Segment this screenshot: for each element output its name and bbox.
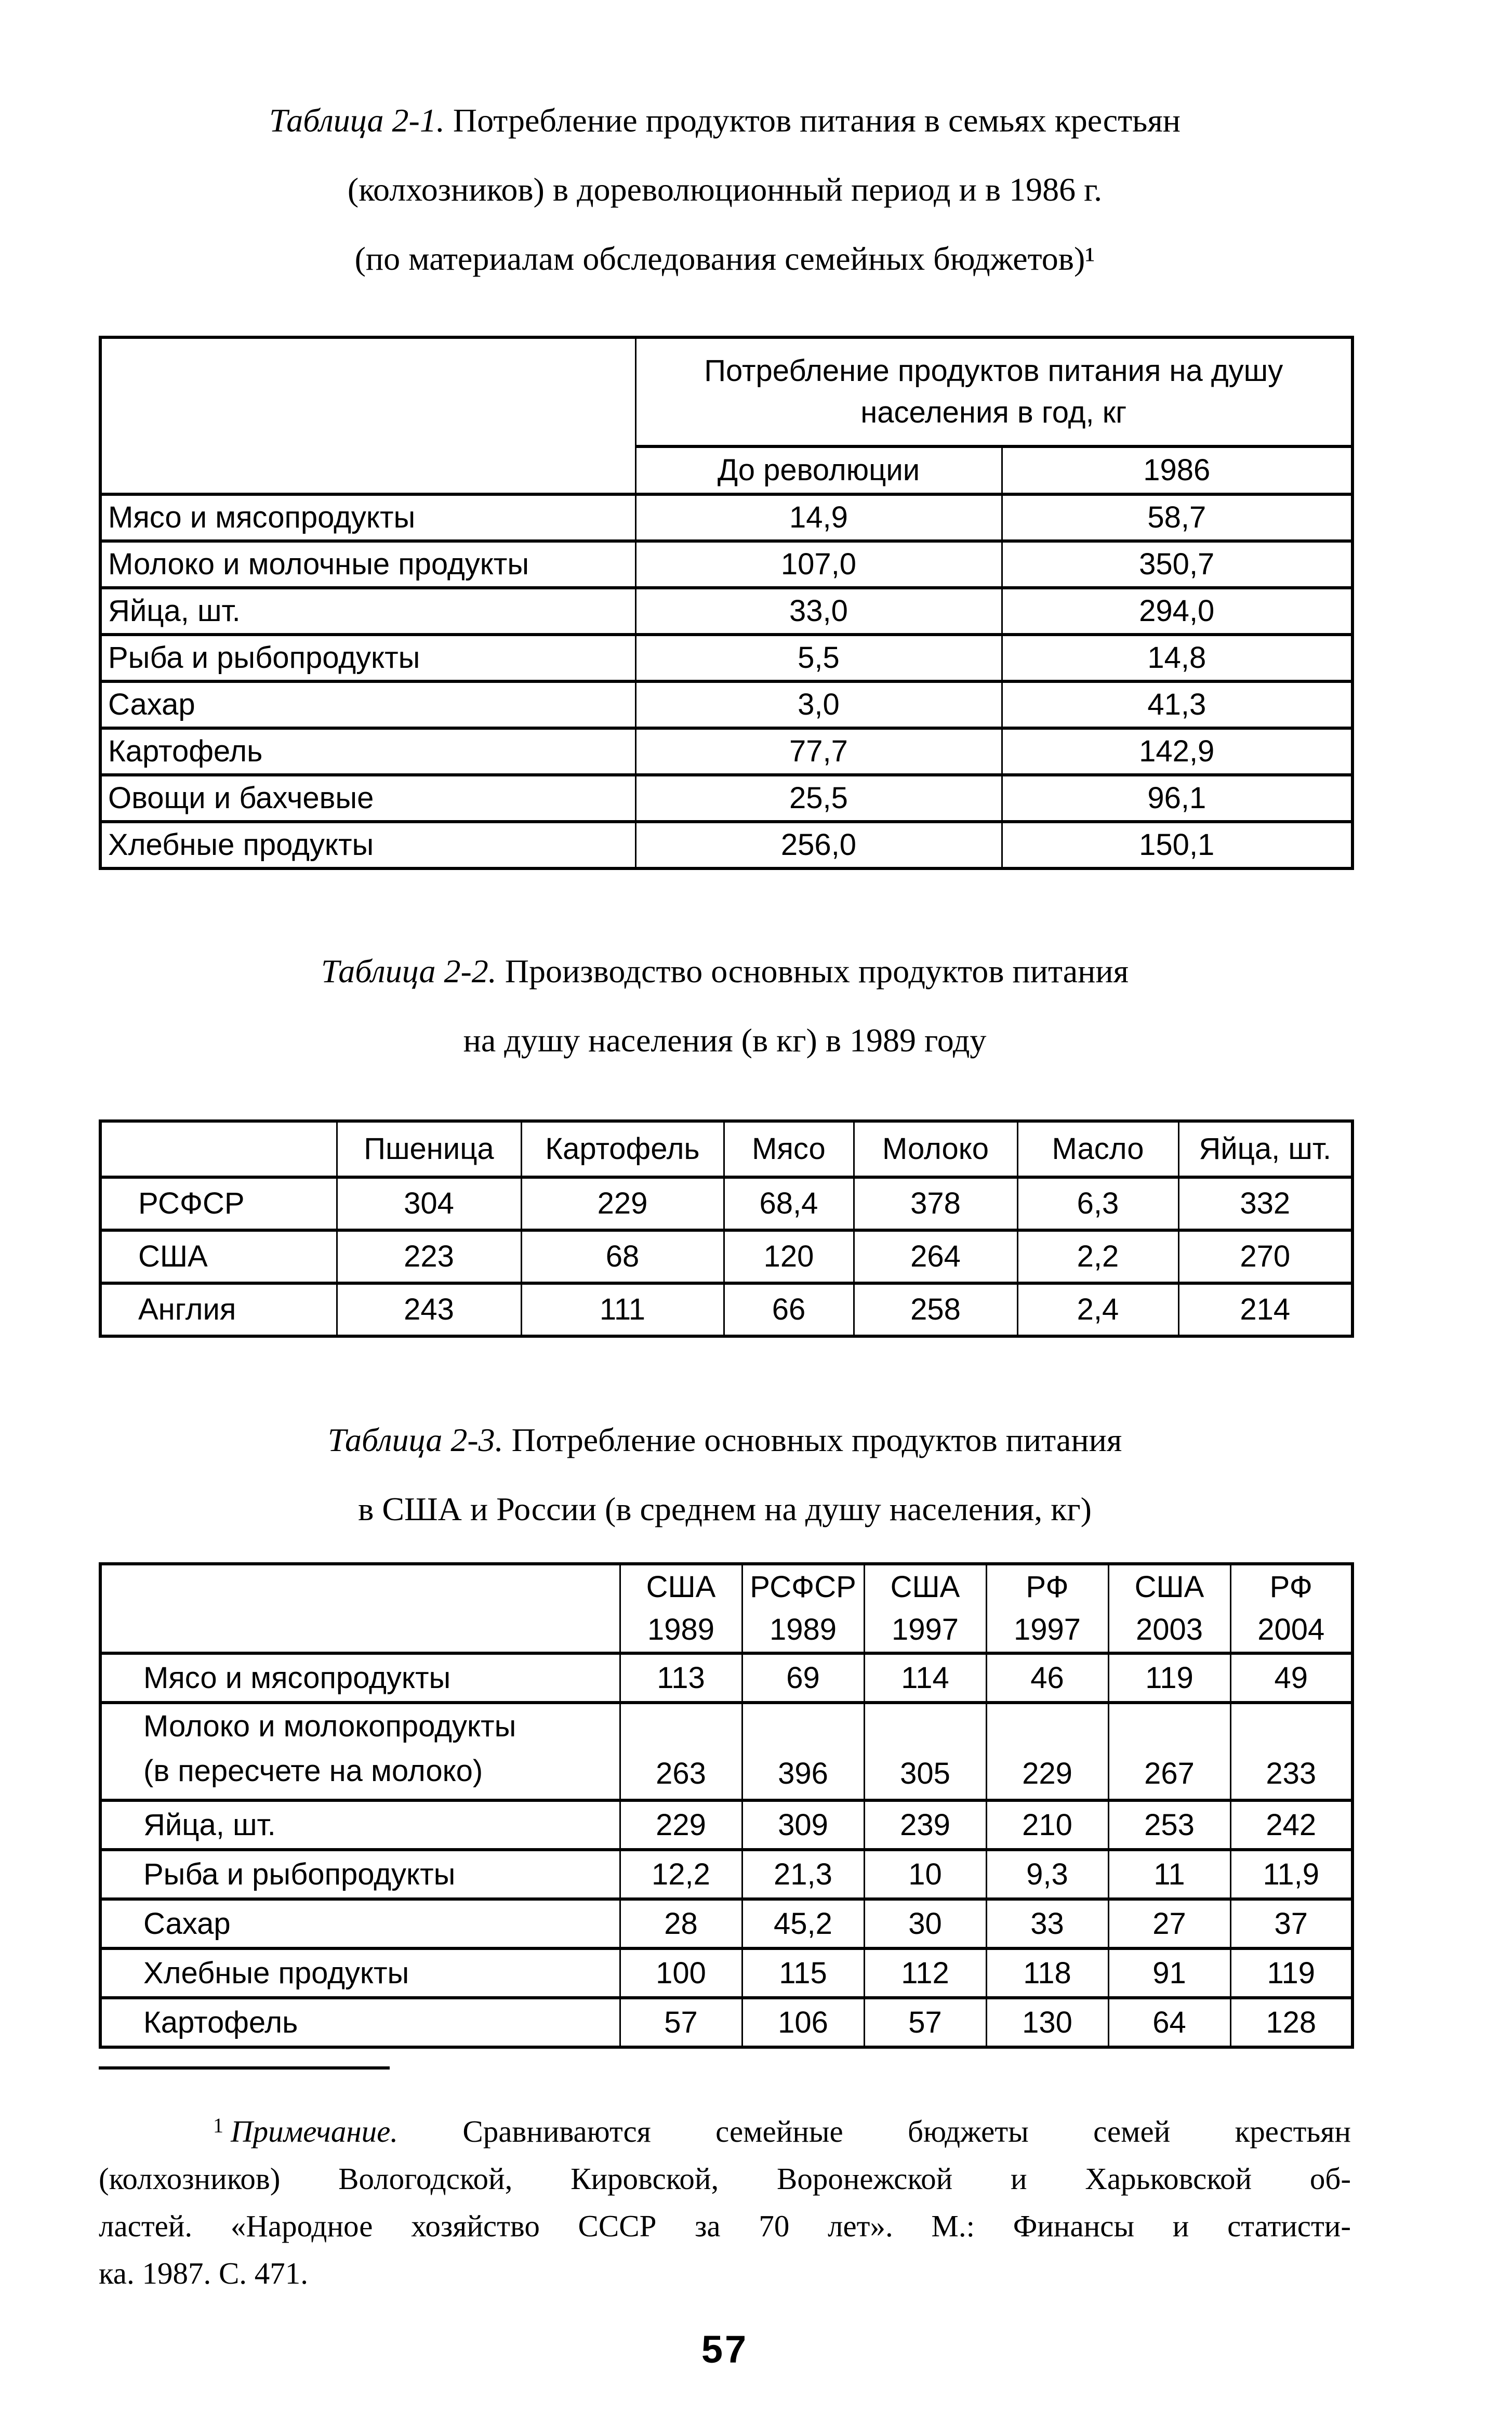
value-cell: 270: [1178, 1230, 1352, 1283]
column-header: Картофель: [521, 1121, 724, 1177]
table-2-2-title-text: Производство основных продуктов питания: [505, 953, 1129, 990]
value-cell: 58,7: [1002, 494, 1352, 541]
value-cell: 30: [864, 1899, 986, 1948]
value-cell: 130: [986, 1998, 1108, 2047]
header-country: РСФСР: [750, 1570, 856, 1604]
product-label: Овощи и бахчевые: [100, 775, 635, 822]
value-cell: 57: [864, 1998, 986, 2047]
value-cell: 119: [1230, 1948, 1352, 1998]
product-label: Хлебные продукты: [100, 1948, 620, 1998]
column-header: [986, 1564, 1108, 1653]
value-cell: 27: [1108, 1899, 1230, 1948]
column-header: [1230, 1564, 1352, 1653]
footnote-line: [99, 2102, 1351, 2155]
table-2-3-title-line2: в США и России (в среднем на душу населения, кг): [358, 1491, 1092, 1527]
value-cell: 120: [724, 1230, 854, 1283]
value-cell: 45,2: [742, 1899, 864, 1948]
country-label: РСФСР: [100, 1177, 337, 1230]
value-cell: 229: [521, 1177, 724, 1230]
value-cell: 114: [864, 1653, 986, 1703]
value-cell: 57: [620, 1998, 742, 2047]
table-2-1-title-line1: [99, 86, 1351, 155]
value-cell: 28: [620, 1899, 742, 1948]
empty-header-cell: [100, 1564, 620, 1653]
table-2-3-title: [99, 1405, 1351, 1544]
value-cell: 64: [1108, 1998, 1230, 2047]
value-cell: 223: [337, 1230, 521, 1283]
footnote-line: ластей. «Народное хозяйство СССР за 70 лет». М.: Финансы и статисти-: [99, 2209, 1351, 2243]
product-label-line1: Молоко и молокопродукты: [143, 1709, 516, 1743]
table-row: [100, 728, 1352, 775]
value-cell: 37: [1230, 1899, 1352, 1948]
value-cell: 210: [986, 1800, 1108, 1850]
table-row: [100, 494, 1352, 541]
value-cell: 258: [854, 1283, 1017, 1336]
footnote-text: Сравниваются семейные бюджеты семей крестьян: [462, 2114, 1351, 2149]
table-2-2-title-line1: [99, 937, 1351, 1006]
product-label: Рыба и рыбопродукты: [100, 635, 635, 681]
value-cell: 33,0: [635, 588, 1002, 635]
table-row: [100, 822, 1352, 868]
value-cell: 6,3: [1017, 1177, 1178, 1230]
table-row: [100, 1998, 1352, 2047]
header-year: 1989: [769, 1613, 837, 1646]
value-cell: 111: [521, 1283, 724, 1336]
value-cell: 263: [620, 1703, 742, 1800]
value-cell: 106: [742, 1998, 864, 2047]
table-2-3: [99, 1562, 1354, 2049]
table-2-2-number: Таблица 2-2.: [321, 953, 497, 990]
product-label: Яйца, шт.: [100, 1800, 620, 1850]
value-cell: 2,4: [1017, 1283, 1178, 1336]
table-row: [100, 1800, 1352, 1850]
table-2-1-title-text: Потребление продуктов питания в семьях крестьян: [453, 102, 1181, 139]
table-row: [100, 1653, 1352, 1703]
table-row: [100, 1177, 1352, 1230]
country-label: США: [100, 1230, 337, 1283]
value-cell: 294,0: [1002, 588, 1352, 635]
value-cell: 396: [742, 1703, 864, 1800]
table-2-1-title: [99, 86, 1351, 293]
column-header: [864, 1564, 986, 1653]
value-cell: 11: [1108, 1850, 1230, 1899]
value-cell: 33: [986, 1899, 1108, 1948]
value-cell: 69: [742, 1653, 864, 1703]
table-row: [100, 1230, 1352, 1283]
value-cell: 304: [337, 1177, 521, 1230]
column-header: Молоко: [854, 1121, 1017, 1177]
header-country: РФ: [1269, 1570, 1312, 1604]
value-cell: 378: [854, 1177, 1017, 1230]
value-cell: 142,9: [1002, 728, 1352, 775]
product-label: Молоко и молочные продукты: [100, 541, 635, 588]
value-cell: 229: [620, 1800, 742, 1850]
header-year: 1989: [647, 1613, 715, 1646]
group-header-cell: Потребление продуктов питания на душу населения в год, кг: [635, 337, 1352, 446]
value-cell: 3,0: [635, 681, 1002, 728]
table-2-2-title-line2: на душу населения (в кг) в 1989 году: [463, 1022, 987, 1059]
table-row: [100, 1121, 1352, 1177]
header-year: 1997: [891, 1613, 959, 1646]
table-2-1-title-line3: (по материалам обследования семейных бюджетов)¹: [354, 240, 1095, 277]
footnote-line: (колхозников) Вологодской, Кировской, Воронежской и Харьковской об-: [99, 2161, 1351, 2196]
column-header: Пшеница: [337, 1121, 521, 1177]
table-2-1-number: Таблица 2-1.: [269, 102, 445, 139]
table-row: [100, 1283, 1352, 1336]
value-cell: 229: [986, 1703, 1108, 1800]
table-2-3-title-text: Потребление основных продуктов питания: [511, 1421, 1122, 1458]
header-country: США: [890, 1570, 960, 1604]
value-cell: 41,3: [1002, 681, 1352, 728]
empty-header-cell: [100, 337, 635, 494]
table-row: [100, 1703, 1352, 1800]
value-cell: 100: [620, 1948, 742, 1998]
product-label-line2: (в пересчете на молоко): [143, 1754, 483, 1788]
header-year: 2003: [1135, 1613, 1203, 1646]
table-row: [100, 1564, 1352, 1653]
value-cell: 112: [864, 1948, 986, 1998]
value-cell: 115: [742, 1948, 864, 1998]
table-row: [100, 541, 1352, 588]
table-row: [100, 1899, 1352, 1948]
product-label: Хлебные продукты: [100, 822, 635, 868]
value-cell: 233: [1230, 1703, 1352, 1800]
value-cell: 113: [620, 1653, 742, 1703]
value-cell: 91: [1108, 1948, 1230, 1998]
value-cell: 118: [986, 1948, 1108, 1998]
table-2-3-title-line1: [99, 1405, 1351, 1474]
product-label: Картофель: [100, 728, 635, 775]
value-cell: 68,4: [724, 1177, 854, 1230]
table-row: [100, 1850, 1352, 1899]
value-cell: 305: [864, 1703, 986, 1800]
footnote-line: ка. 1987. С. 471.: [99, 2256, 309, 2290]
table-row: [100, 1948, 1352, 1998]
value-cell: 25,5: [635, 775, 1002, 822]
value-cell: 68: [521, 1230, 724, 1283]
value-cell: 332: [1178, 1177, 1352, 1230]
column-header: Мясо: [724, 1121, 854, 1177]
value-cell: 14,9: [635, 494, 1002, 541]
value-cell: 66: [724, 1283, 854, 1336]
page-number: 57: [701, 2328, 749, 2371]
table-2-3-number: Таблица 2-3.: [327, 1421, 503, 1458]
table-row: [100, 775, 1352, 822]
product-label: Картофель: [100, 1998, 620, 2047]
column-header: [1108, 1564, 1230, 1653]
product-label: Сахар: [100, 1899, 620, 1948]
column-header: [620, 1564, 742, 1653]
header-year: 2004: [1257, 1613, 1325, 1646]
product-label: Мясо и мясопродукты: [100, 494, 635, 541]
value-cell: 264: [854, 1230, 1017, 1283]
value-cell: 2,2: [1017, 1230, 1178, 1283]
column-header: [742, 1564, 864, 1653]
value-cell: 9,3: [986, 1850, 1108, 1899]
value-cell: 11,9: [1230, 1850, 1352, 1899]
table-row: [100, 588, 1352, 635]
value-cell: 242: [1230, 1800, 1352, 1850]
value-cell: 350,7: [1002, 541, 1352, 588]
value-cell: 239: [864, 1800, 986, 1850]
product-label: Яйца, шт.: [100, 588, 635, 635]
value-cell: 267: [1108, 1703, 1230, 1800]
value-cell: 107,0: [635, 541, 1002, 588]
value-cell: 119: [1108, 1653, 1230, 1703]
value-cell: 214: [1178, 1283, 1352, 1336]
value-cell: 12,2: [620, 1850, 742, 1899]
value-cell: 77,7: [635, 728, 1002, 775]
table-row: [100, 681, 1352, 728]
table-row: [100, 337, 1352, 446]
value-cell: 256,0: [635, 822, 1002, 868]
value-cell: 128: [1230, 1998, 1352, 2047]
value-cell: 253: [1108, 1800, 1230, 1850]
value-cell: 309: [742, 1800, 864, 1850]
table-2-2-title: [99, 937, 1351, 1075]
empty-header-cell: [100, 1121, 337, 1177]
value-cell: 49: [1230, 1653, 1352, 1703]
table-2-1-title-line2: (колхозников) в дореволюционный период и в 1986 г.: [347, 171, 1103, 208]
column-header-1986: 1986: [1002, 446, 1352, 494]
product-label: Мясо и мясопродукты: [100, 1653, 620, 1703]
table-2-1: [99, 336, 1354, 870]
footnote-term: Примечание.: [231, 2114, 399, 2149]
product-label: [100, 1703, 620, 1800]
value-cell: 46: [986, 1653, 1108, 1703]
header-year: 1997: [1013, 1613, 1081, 1646]
value-cell: 5,5: [635, 635, 1002, 681]
country-label: Англия: [100, 1283, 337, 1336]
column-header-before-revolution: До революции: [635, 446, 1002, 494]
column-header: Яйца, шт.: [1178, 1121, 1352, 1177]
footnote-marker: 1: [213, 2114, 223, 2137]
table-row: [100, 635, 1352, 681]
value-cell: 243: [337, 1283, 521, 1336]
column-header: Масло: [1017, 1121, 1178, 1177]
header-country: США: [1134, 1570, 1204, 1604]
header-country: РФ: [1026, 1570, 1069, 1604]
value-cell: 10: [864, 1850, 986, 1899]
value-cell: 150,1: [1002, 822, 1352, 868]
table-2-2: [99, 1119, 1354, 1338]
header-country: США: [646, 1570, 716, 1604]
product-label: Рыба и рыбопродукты: [100, 1850, 620, 1899]
value-cell: 14,8: [1002, 635, 1352, 681]
product-label: Сахар: [100, 681, 635, 728]
value-cell: 96,1: [1002, 775, 1352, 822]
value-cell: 21,3: [742, 1850, 864, 1899]
footnote: [99, 2102, 1351, 2297]
footnote-rule: [99, 2066, 390, 2070]
